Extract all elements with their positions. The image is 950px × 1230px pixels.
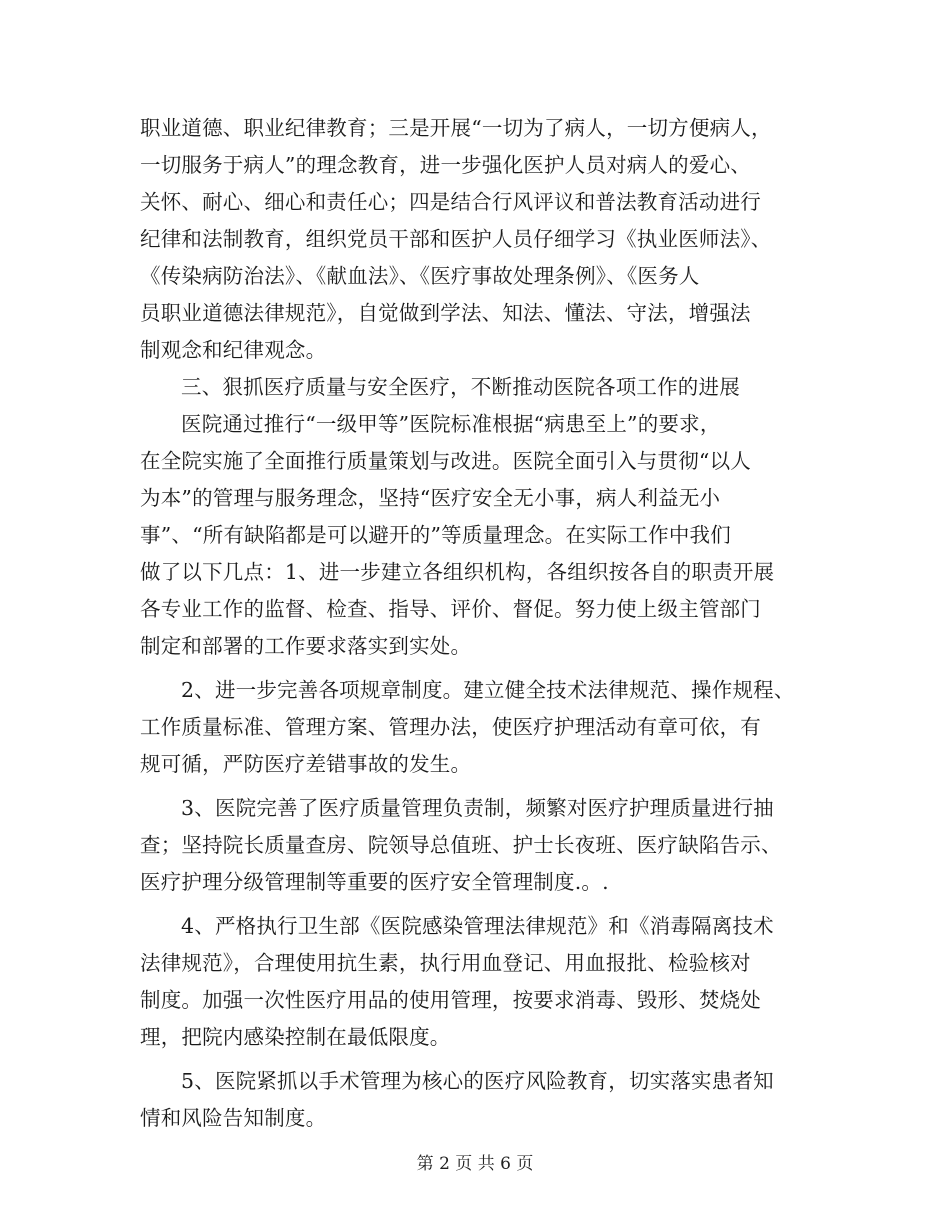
text-line: 3、医院完善了医疗质量管理负责制，频繁对医疗护理质量进行抽 [181,796,774,820]
text-line: 医院通过推行“一级甲等”医院标准根据“病患至上”的要求， [181,412,721,436]
text-line: 2、进一步完善各项规章制度。建立健全技术法律规范、操作规程、 [181,678,795,702]
text-line: 制观念和纪律观念。 [140,338,327,362]
text-line: 法律规范》，合理使用抗生素，执行用血登记、用血报批、检验核对 [140,951,751,975]
text-line: 为本”的管理与服务理念，坚持“医疗安全无小事，病人利益无小 [140,486,721,510]
section-heading: 三、狠抓医疗质量与安全医疗，不断推动医院各项工作的进展 [181,375,740,399]
text-line: 一切服务于病人”的理念教育，进一步强化医护人员对病人的爱心、 [140,153,751,177]
text-line: 查；坚持院长质量查房、院领导总值班、护士长夜班、医疗缺陷告示、 [140,833,782,857]
body-text [140,110,820,1137]
text-line: 做了以下几点：1、进一步建立各组织机构，各组织按各自的职责开展 [140,560,775,584]
text-line: 工作质量标准、管理方案、管理办法，使医疗护理活动有章可依，有 [140,715,761,739]
text-line: 关怀、耐心、细心和责任心；四是结合行风评议和普法教育活动进行 [140,190,761,214]
text-line: 制度。加强一次性医疗用品的使用管理，按要求消毒、毁形、焚烧处 [140,988,761,1012]
text-line: 规可循，严防医疗差错事故的发生。 [140,752,472,776]
text-line: 医疗护理分级管理制等重要的医疗安全管理制度.。. [140,870,609,894]
text-line: 制定和部署的工作要求落实到实处。 [140,634,472,658]
text-line: 员职业道德法律规范》，自觉做到学法、知法、懂法、守法，增强法 [140,301,751,325]
text-line: 事”、“所有缺陷都是可以避开的”等质量理念。在实际工作中我们 [140,523,731,547]
text-line: 情和风险告知制度。 [140,1106,327,1130]
text-line: 各专业工作的监督、检查、指导、评价、督促。努力使上级主管部门 [140,597,761,621]
text-line: 职业道德、职业纪律教育；三是开展“一切为了病人，一切方便病人， [140,116,772,140]
page-number-footer: 第 2 页 共 6 页 [416,1154,534,1174]
text-line: 在全院实施了全面推行质量策划与改进。医院全面引入与贯彻“以人 [140,449,751,473]
text-line: 4、严格执行卫生部《医院感染管理法律规范》和《消毒隔离技术 [181,914,774,938]
text-line: 《传染病防治法》、《献血法》、《医疗事故处理条例》、《医务人 [140,264,700,288]
text-line: 5、医院紧抓以手术管理为核心的医疗风险教育，切实落实患者知 [181,1069,774,1093]
text-line: 纪律和法制教育，组织党员干部和医护人员仔细学习《执业医师法》、 [140,227,772,251]
text-line: 理，把院内感染控制在最低限度。 [140,1025,451,1049]
